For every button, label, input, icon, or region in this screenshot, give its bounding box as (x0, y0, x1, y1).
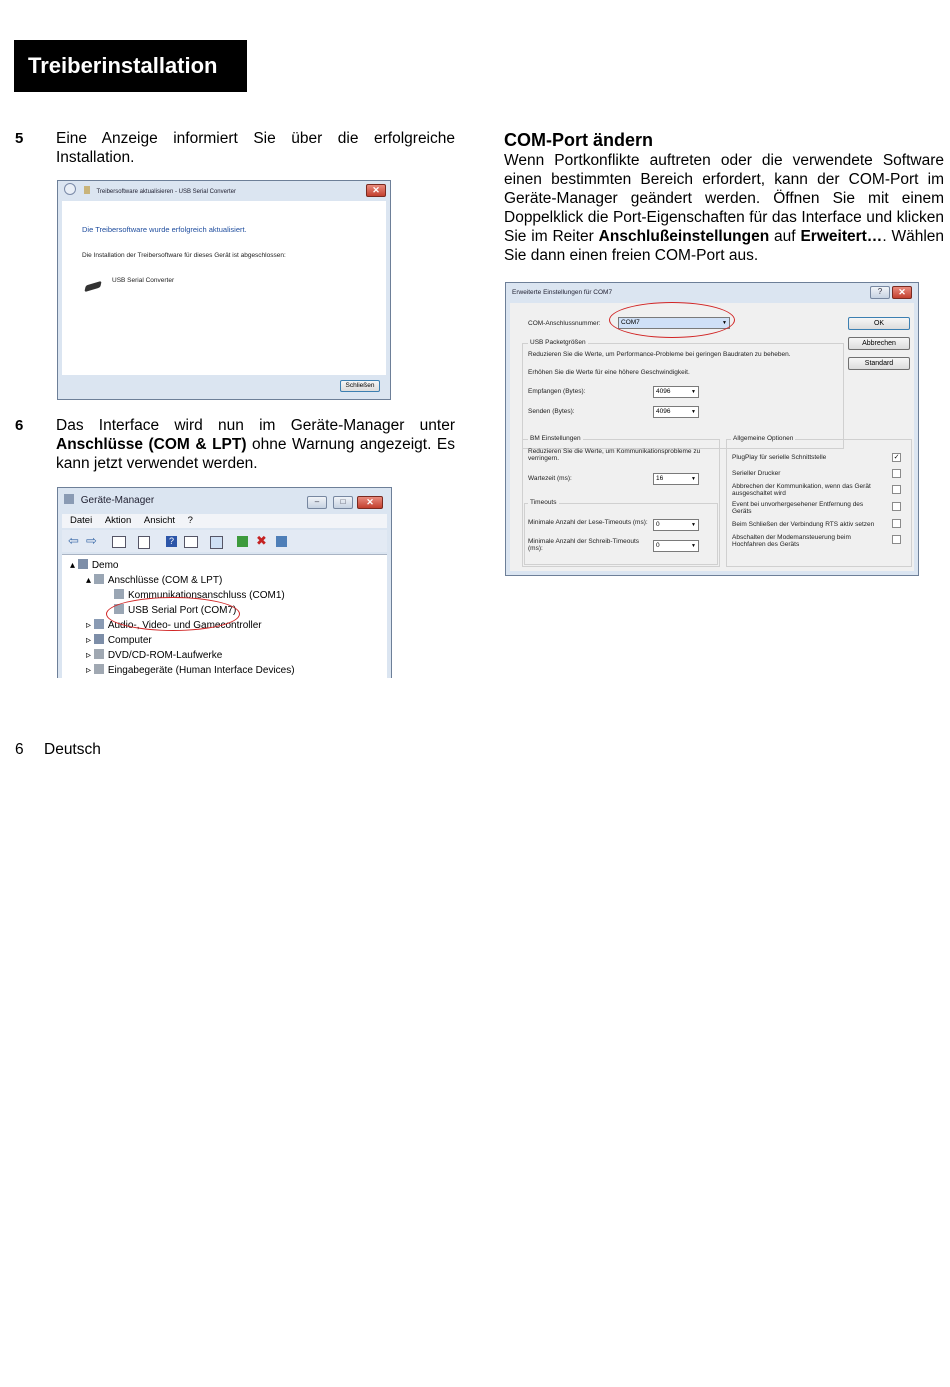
success-heading: Die Treibersoftware wurde erfolgreich aktualisiert. (82, 225, 247, 234)
maximize-button[interactable]: □ (333, 496, 353, 509)
tree-com1[interactable]: Kommunikationsanschluss (COM1) (114, 589, 285, 602)
write-timeout-label: Minimale Anzahl der Schreib-Timeouts (ms): (528, 538, 640, 552)
bm-group-label: BM Einstellungen (530, 435, 581, 442)
close-x-button[interactable]: ✕ (366, 184, 386, 197)
read-timeout-select[interactable]: 0 ▼ (653, 519, 699, 531)
comport-heading: COM-Port ändern (504, 130, 654, 150)
option-modem-ctrl-checkbox[interactable] (892, 535, 901, 544)
toolbar (62, 530, 387, 552)
tree-ports[interactable]: ▴ Anschlüsse (COM & LPT) (86, 575, 223, 586)
com-port-select[interactable]: COM7 ▼ (618, 317, 730, 329)
step-5-text: Eine Anzeige informiert Sie über die erfolgreiche Installation. (56, 130, 455, 166)
menu-ansicht[interactable]: Ansicht (143, 515, 176, 526)
forward-icon[interactable]: ⇨ (86, 533, 97, 548)
device-icon (84, 186, 90, 194)
disc-drive-icon (94, 649, 104, 659)
misc-group-label: Allgemeine Optionen (733, 435, 794, 442)
comport-text-3: . Wählen Sie dann einen freien COM-Port aus. (504, 228, 945, 264)
footer-language: Deutsch (44, 741, 101, 758)
option-plugplay-checkbox[interactable]: ✓ (893, 454, 900, 461)
speaker-icon (94, 619, 104, 629)
device-manager-window (57, 487, 392, 678)
page-number: 6 (15, 741, 24, 758)
input-device-icon (94, 664, 104, 674)
usb-group-label: USB Packetgrößen (530, 339, 586, 346)
highlight-circle (106, 597, 240, 631)
close-button[interactable]: ✕ (357, 496, 383, 509)
tree-root[interactable]: ▴ Demo (70, 560, 119, 571)
receive-select[interactable]: 4096 ▼ (653, 386, 699, 398)
latency-select[interactable]: 16 ▼ (653, 473, 699, 485)
devmgr-title: Geräte-Manager (80, 495, 155, 506)
menu-aktion[interactable]: Aktion (104, 515, 132, 526)
usb-text-1: Reduzieren Sie die Werte, um Performance-Probleme bei geringen Baudraten zu beheben. (528, 351, 791, 358)
step-6-text-bold: Anschlüsse (COM & LPT) (56, 436, 247, 453)
minimize-button[interactable]: – (307, 496, 327, 509)
device-manager-icon (64, 494, 74, 504)
option-printer-label: Serieller Drucker (732, 470, 781, 477)
back-icon[interactable]: ⇦ (68, 533, 79, 548)
window-icon[interactable] (184, 536, 198, 548)
device-name: USB Serial Converter (112, 277, 175, 284)
step-6-number: 6 (15, 417, 24, 434)
highlight-circle (609, 302, 735, 338)
menu-datei[interactable]: Datei (70, 515, 93, 526)
tree-computer[interactable]: ▹ Computer (86, 635, 152, 646)
usb-device-icon (84, 281, 101, 292)
comport-text (504, 151, 944, 265)
dialog-titlebar (58, 181, 390, 201)
close-x-button[interactable]: ✕ (892, 286, 912, 299)
ok-button[interactable]: OK (848, 317, 910, 330)
timeouts-group-label: Timeouts (530, 499, 557, 506)
receive-label: Empfangen (Bytes): (528, 388, 586, 395)
tree-audio[interactable]: ▹ Audio-, Video- und Gamecontroller (86, 620, 262, 631)
step-6-text-before: Das Interface wird nun im Geräte-Manager unter (56, 417, 455, 434)
computer-icon (94, 634, 104, 644)
bm-text: Reduzieren Sie die Werte, um Kommunikationsprobleme zu verringern. (528, 448, 701, 462)
properties-icon[interactable] (112, 536, 126, 548)
comport-text-1: Wenn Portkonflikte auftreten oder die verwendete Software einen bestimmten Bereich erfordert, kann der COM-Port im Geräte-Manager geändert werden. Öffnen Sie mit einem Doppelklick die Port-Eigenschaften für das Interface und klicken Sie im Reiter (504, 152, 944, 245)
help-button[interactable]: ? (870, 286, 890, 299)
read-timeout-label: Minimale Anzahl der Lese-Timeouts (ms): (528, 519, 648, 526)
menu-bar (62, 514, 387, 528)
option-cancel-power-off-label: Abbrechen der Kommunikation, wenn das Gerät ausgeschaltet wird (732, 483, 871, 497)
view-icon[interactable] (138, 536, 150, 549)
dialog-title: Erweiterte Einstellungen für COM7 (512, 289, 613, 296)
comport-bold-1: Anschlußeinstellungen (598, 228, 770, 245)
option-surprise-removal-checkbox[interactable] (892, 502, 901, 511)
usb-text-2: Erhöhen Sie die Werte für eine höhere Geschwindigkeit. (528, 369, 690, 376)
computer-icon (78, 559, 88, 569)
dialog-content (62, 201, 386, 375)
option-rts-checkbox[interactable] (892, 519, 901, 528)
send-select[interactable]: 4096 ▼ (653, 406, 699, 418)
option-surprise-removal-label: Event bei unvorhergesehener Entfernung des Geräts (732, 501, 864, 515)
scan-hardware-icon[interactable] (210, 536, 223, 549)
tree-dvd[interactable]: ▹ DVD/CD-ROM-Laufwerke (86, 650, 223, 661)
dialog-title: Treibersoftware aktualisieren - USB Serial Converter (96, 189, 236, 195)
step-6-text-after: ohne Warnung angezeigt. Es kann jetzt verwendet werden. (56, 436, 455, 472)
success-body: Die Installation der Treibersoftware für dieses Gerät ist abgeschlossen: (82, 252, 286, 259)
latency-label: Wartezeit (ms): (528, 475, 572, 482)
option-cancel-power-off-checkbox[interactable] (892, 485, 901, 494)
close-button[interactable]: Schließen (340, 380, 380, 392)
menu-help[interactable]: ? (187, 515, 193, 526)
back-arrow-icon[interactable] (64, 183, 76, 195)
help-icon[interactable]: ? (166, 536, 177, 547)
option-rts-label: Beim Schließen der Verbindung RTS aktiv setzen (732, 521, 875, 528)
devmgr-titlebar (58, 488, 391, 512)
port-icon (94, 574, 104, 584)
timeouts-group (524, 503, 718, 565)
driver-update-dialog (57, 180, 391, 400)
option-printer-checkbox[interactable] (892, 469, 901, 478)
comport-bold-2: Erweitert… (800, 228, 883, 245)
dialog-content (510, 303, 914, 571)
com-port-label: COM-Anschlussnummer: (528, 320, 601, 327)
comport-text-2: auf (774, 228, 796, 245)
port-icon (114, 589, 124, 599)
send-label: Senden (Bytes): (528, 408, 575, 415)
defaults-button[interactable]: Standard (848, 357, 910, 370)
dialog-titlebar (506, 283, 918, 303)
update-driver-icon[interactable] (237, 536, 248, 547)
cancel-button[interactable]: Abbrechen (848, 337, 910, 350)
step-5-number: 5 (15, 130, 24, 147)
page-title: Treiberinstallation (14, 40, 247, 92)
tree-usb-serial-port[interactable]: USB Serial Port (COM7) (114, 604, 236, 617)
uninstall-icon[interactable]: ✖ (256, 533, 267, 548)
option-plugplay-label: PlugPlay für serielle Schnittstelle (732, 454, 827, 461)
option-modem-ctrl-label: Abschalten der Modemansteuerung beim Hochfahren des Geräts (732, 534, 851, 548)
write-timeout-select[interactable]: 0 ▼ (653, 540, 699, 552)
tree-hid[interactable]: ▹ Eingabegeräte (Human Interface Devices) (86, 665, 295, 676)
enable-device-icon[interactable] (276, 536, 287, 547)
step-6-text (56, 416, 455, 473)
